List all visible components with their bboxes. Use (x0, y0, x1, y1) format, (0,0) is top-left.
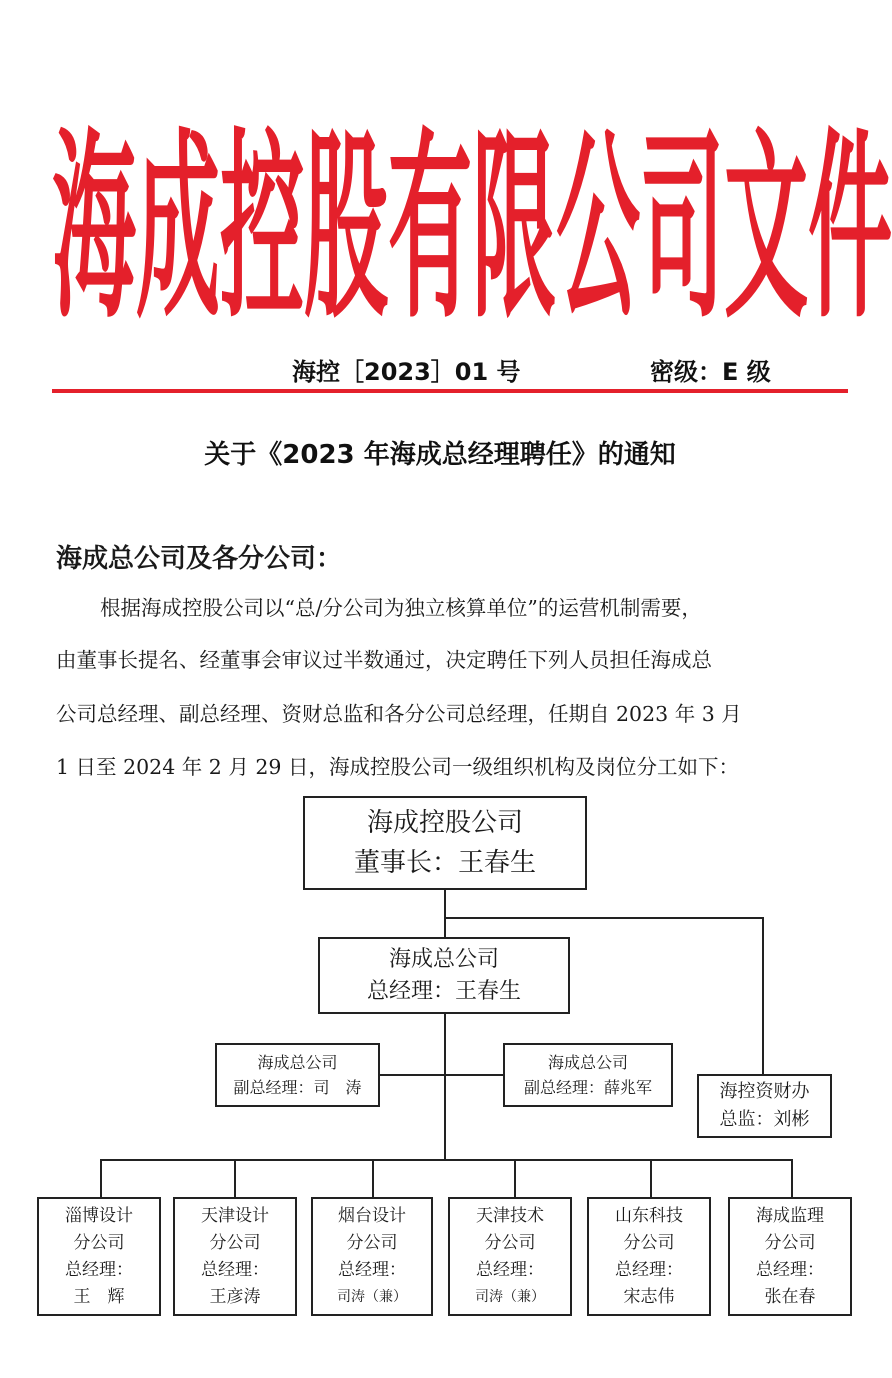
connector-line (372, 1159, 374, 1198)
connector-line (444, 917, 764, 919)
branch-name: 天津技术 (476, 1205, 544, 1226)
classification-level: 密级：E 级 (650, 358, 771, 386)
branch-name: 天津设计 (201, 1205, 269, 1226)
org-box-role: 董事长：王春生 (353, 848, 536, 878)
letterhead-char: 有 (388, 110, 473, 346)
org-box-holding (303, 796, 587, 890)
branch-title: 总经理： (201, 1259, 269, 1280)
salutation: 海成总公司及各分公司： (56, 544, 343, 574)
branch-name: 海成监理 (756, 1205, 824, 1226)
connector-line (100, 1159, 793, 1161)
branch-box-tianjin-design (173, 1197, 297, 1316)
connector-line (100, 1159, 102, 1198)
letterhead-title (52, 110, 892, 346)
branch-title: 总经理： (615, 1259, 683, 1280)
branch-name: 淄博设计 (65, 1205, 133, 1226)
connector-line (514, 1159, 516, 1198)
branch-name: 烟台设计 (338, 1205, 406, 1226)
branch-box-jianli (728, 1197, 852, 1316)
connector-line (379, 1074, 504, 1076)
org-box-role: 总经理：王春生 (366, 978, 521, 1004)
body-line: 公司总经理、副总经理、资财总监和各分公司总经理，任期自 2023 年 3 月 (56, 702, 742, 726)
letterhead-char: 公 (556, 110, 641, 346)
branch-box-tianjin-tech (448, 1197, 572, 1316)
branch-manager: 王 辉 (73, 1286, 125, 1307)
letterhead-char: 司 (640, 110, 725, 346)
connector-line (444, 888, 446, 938)
connector-line (234, 1159, 236, 1198)
org-box-finance (697, 1074, 832, 1138)
branch-manager: 王彦涛 (209, 1286, 261, 1307)
branch-title: 总经理： (338, 1259, 406, 1280)
org-box-hq (318, 937, 570, 1014)
branch-unit: 分公司 (346, 1232, 398, 1253)
org-box-role: 总监：刘彬 (719, 1109, 810, 1130)
branch-title: 总经理： (476, 1259, 544, 1280)
body-line: 由董事长提名、经董事会审议过半数通过，决定聘任下列人员担任海成总 (56, 648, 712, 672)
letterhead-divider (52, 389, 848, 393)
branch-name: 山东科技 (615, 1205, 683, 1226)
org-box-name: 海成总公司 (257, 1053, 338, 1072)
branch-unit: 分公司 (209, 1232, 261, 1253)
branch-box-zibo (37, 1197, 161, 1316)
org-box-name: 海成总公司 (547, 1053, 628, 1072)
branch-unit: 分公司 (764, 1232, 816, 1253)
connector-line (650, 1159, 652, 1198)
branch-box-shandong (587, 1197, 711, 1316)
org-box-role: 副总经理：薛兆军 (523, 1078, 652, 1097)
connector-line (791, 1159, 793, 1198)
connector-line (444, 1013, 446, 1161)
branch-title: 总经理： (65, 1259, 133, 1280)
branch-manager: 司涛（兼） (337, 1288, 407, 1305)
org-box-deputy-left (215, 1043, 380, 1107)
notice-title: 关于《2023 年海成总经理聘任》的通知 (204, 440, 676, 470)
letterhead-char: 文 (724, 110, 809, 346)
branch-box-yantai (311, 1197, 433, 1316)
branch-unit: 分公司 (623, 1232, 675, 1253)
org-box-name: 海成总公司 (388, 946, 499, 972)
org-box-deputy-right (503, 1043, 673, 1107)
letterhead-char: 件 (808, 110, 892, 346)
letterhead-char: 控 (220, 110, 305, 346)
org-box-name: 海控资财办 (719, 1081, 810, 1102)
connector-line (762, 917, 764, 1075)
letterhead-char: 限 (472, 110, 557, 346)
org-box-name: 海成控股公司 (366, 808, 523, 838)
branch-manager: 宋志伟 (623, 1286, 675, 1307)
branch-unit: 分公司 (484, 1232, 536, 1253)
org-box-role: 副总经理：司 涛 (233, 1078, 362, 1097)
document-number: 海控［2023］01 号 (292, 358, 521, 386)
branch-manager: 张在春 (764, 1286, 816, 1307)
body-line: 根据海成控股公司以“总/分公司为独立核算单位”的运营机制需要， (100, 596, 702, 620)
letterhead-char: 海 (52, 110, 137, 346)
branch-unit: 分公司 (73, 1232, 125, 1253)
branch-title: 总经理： (756, 1259, 824, 1280)
body-line: 1 日至 2024 年 2 月 29 日，海成控股公司一级组织机构及岗位分工如下： (56, 755, 739, 779)
branch-manager: 司涛（兼） (475, 1288, 545, 1305)
letterhead-char: 成 (136, 110, 221, 346)
letterhead-char: 股 (304, 110, 389, 346)
